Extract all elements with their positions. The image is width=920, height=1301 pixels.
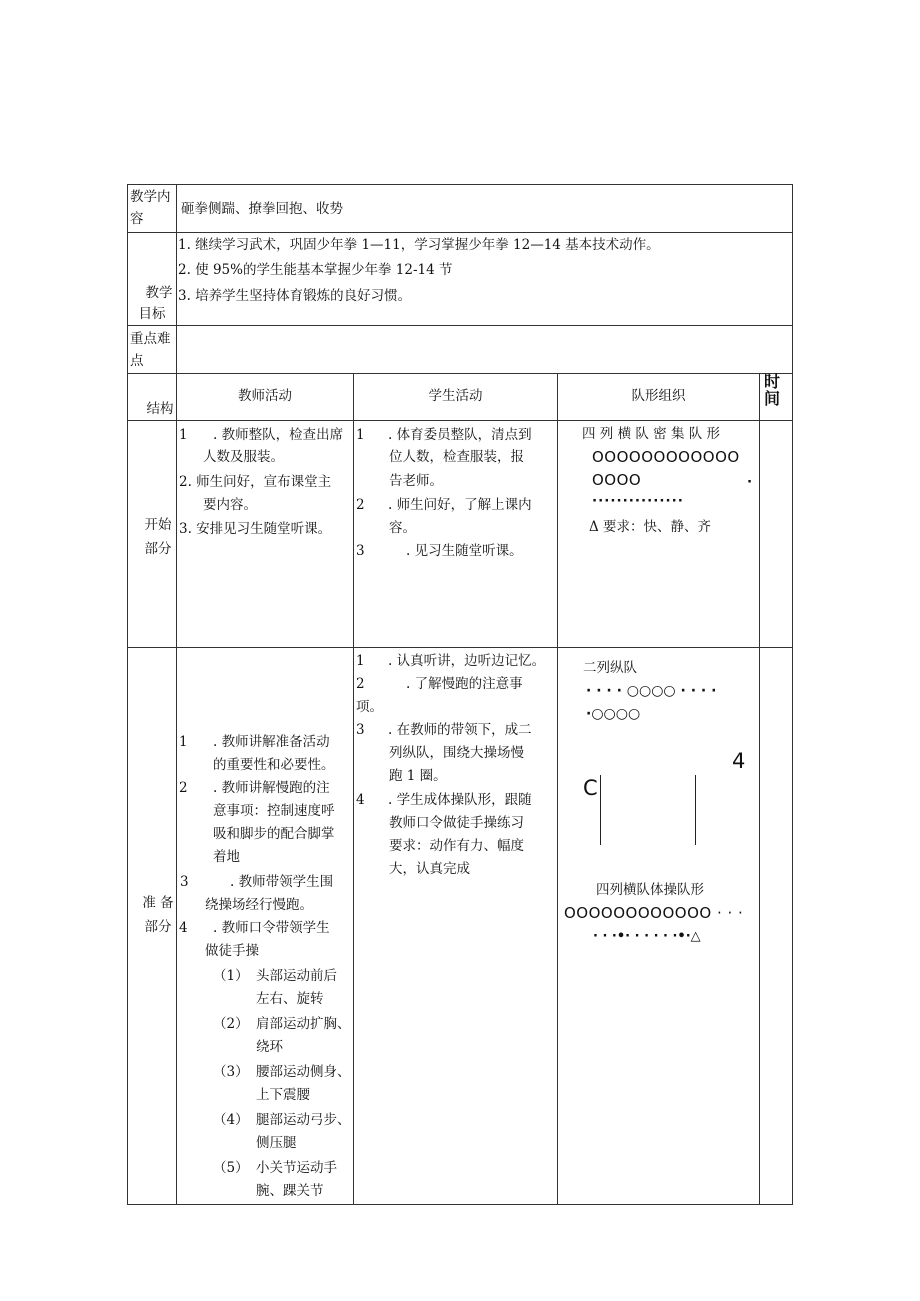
exercise-item: 侧压腿 [256,1135,297,1151]
list-item: 教师口令做徒手操练习 [389,815,524,831]
list-item: 1 . 教师讲解准备活动 [179,734,330,750]
exercise-item: 绕环 [256,1039,283,1055]
list-item: 3 . 见习生随堂听课。 [356,543,523,559]
formation-title: 四 列 横 队 密 集 队 形 [582,426,721,442]
content-value: 砸拳侧踹、撩拳回抱、收势 [181,201,343,217]
formation-title: 二列纵队 [583,660,637,676]
exercise-item: 上下震腰 [256,1087,310,1103]
formation-dot: · [747,474,753,490]
list-item: 人数及服装。 [203,449,284,465]
list-item: 要内容。 [203,497,257,513]
list-item: 绕操场经行慢跑。 [205,897,313,913]
start-section-label: 开始 部分 [144,517,172,557]
exercise-item: （4） 腿部运动弓步、 [213,1112,351,1128]
list-item: 做徒手操 [205,943,259,959]
list-item: 的重要性和必要性。 [213,757,335,773]
list-item: 跑 1 圈。 [389,768,447,784]
list-item: 3 . 在教师的带领下，成二 [356,722,532,738]
exercise-item: 腕、踝关节 [256,1183,324,1199]
structure-header: 结构 [146,401,174,417]
teacher-header: 教师活动 [238,388,292,404]
track-line [695,775,696,845]
list-item: 3. 安排见习生随堂听课。 [179,521,332,537]
difficulty-label: 重点难 点 [130,331,171,369]
col-divider [353,373,354,1205]
row-divider [127,647,793,648]
formation-letter: C [583,776,598,800]
formation-row: OOOOOOOOOOOO · · · [564,904,744,922]
col-divider [557,373,558,1205]
list-item: 告老师。 [389,473,443,489]
formation-row: · · · · ○○○○ · · · · [586,683,717,699]
list-item: 着地 [213,849,240,865]
list-item: 2 . 师生问好，了解上课内 [356,497,532,513]
student-header: 学生活动 [428,388,483,404]
objectives-label: 教学 目标 [138,285,173,322]
list-item: 1 . 认真听讲，边听边记忆。 [356,653,546,669]
prep-section-label: 准 备 部分 [142,895,174,935]
list-item: 容。 [389,520,416,536]
formation-row: OOOO [592,471,642,489]
exercise-item: （1） 头部运动前后 [213,968,337,984]
list-item: 3 . 教师带领学生围 [180,874,334,890]
formation-requirement: Δ 要求：快、静、齐 [589,519,712,535]
row-divider [127,325,793,326]
formation-number: 4 [732,749,746,773]
formation-title: 四列横队体操队形 [596,882,704,898]
col-divider [176,184,177,1205]
time-header: 时 间 [764,372,781,408]
col-divider [759,373,760,1205]
list-item: 1 . 教师整队，检查出席 [179,427,344,443]
list-item: 列纵队，围绕大操场慢 [389,745,524,761]
objective-line: 2. 使 95%的学生能基本掌握少年拳 12-14 节 [178,262,453,278]
formation-row: ·○○○○ [586,706,641,722]
list-item: 大，认真完成 [389,861,470,877]
list-item: 4 . 学生成体操队形，跟随 [356,792,532,808]
list-item: 2 . 了解慢跑的注意事 [356,676,523,692]
list-item: 要求：动作有力、幅度 [389,838,524,854]
list-item: 1 . 体育委员整队，清点到 [356,427,532,443]
objective-line: 3. 培养学生坚持体育锻炼的良好习惯。 [178,288,412,304]
objective-line: 1. 继续学习武术，巩固少年拳 1—11，学习掌握少年拳 12—14 基本技术动作。 [178,237,660,253]
row-divider [127,420,793,421]
list-item: 吸和脚步的配合脚掌 [213,826,335,842]
track-line [600,775,601,845]
list-item: 意事项：控制速度呼 [213,803,335,819]
formation-row: · · ·•· · · · · ·•·△ [593,929,701,944]
exercise-item: （3） 腰部运动侧身、 [213,1064,351,1080]
exercise-item: 左右、旋转 [256,991,324,1007]
formation-row: OOOOOOOOOOOO [592,448,740,466]
exercise-item: （5） 小关节运动手 [213,1160,337,1176]
row-divider [127,373,793,374]
list-item: 位人数，检查服装，报 [389,449,524,465]
content-label: 教学内 容 [130,189,171,227]
formation-header: 队形组织 [631,388,686,404]
exercise-item: （2） 肩部运动扩胸、 [213,1016,351,1032]
formation-row: ··············· [592,493,684,509]
list-item: 2. 师生问好，宣布课堂主 [179,474,332,490]
list-item: 项。 [356,699,383,715]
list-item: 2 . 教师讲解慢跑的注 [179,780,330,796]
list-item: 4 . 教师口令带领学生 [179,920,330,936]
